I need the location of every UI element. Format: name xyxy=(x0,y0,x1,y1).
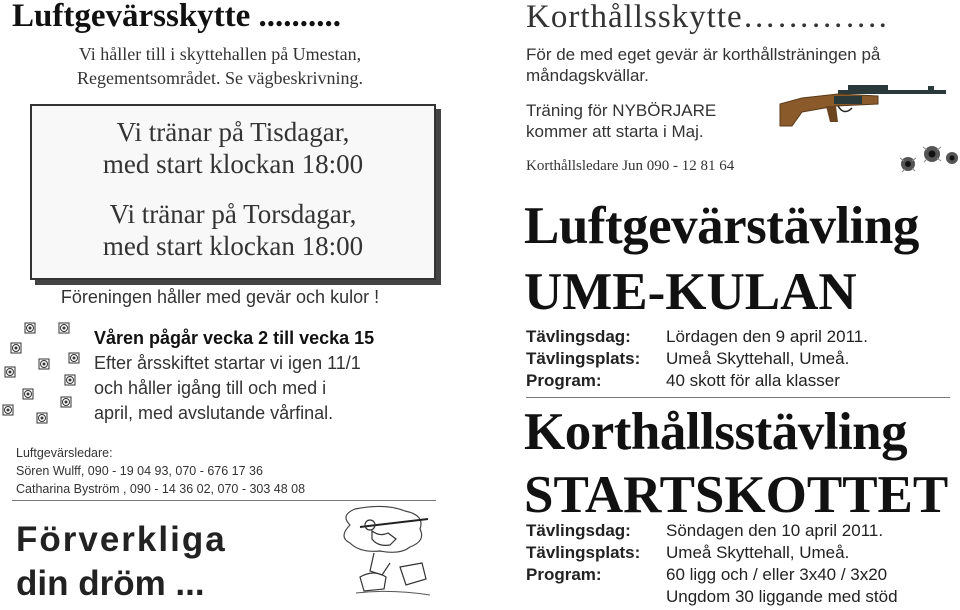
leader-2: Catharina Byström , 090 - 14 36 02, 070 - 303 48 08 xyxy=(16,482,306,496)
air-rifle-target-icon xyxy=(64,374,76,386)
schedule-thursday: Vi tränar på Torsdagar, med start klockan 18:00 xyxy=(102,199,364,261)
competition-2-name: STARTSKOTTET xyxy=(524,466,949,524)
air-rifle-target-icon xyxy=(10,342,22,354)
air-rifle-target-icon xyxy=(24,322,36,334)
divider xyxy=(12,500,436,501)
air-rifle-target-icon xyxy=(68,352,80,364)
competition-1-title: Luftgevärstävling xyxy=(524,197,919,255)
equipment-note: Föreningen håller med gevär och kulor ! xyxy=(60,287,380,307)
slogan-line-1: Förverkliga xyxy=(16,520,227,559)
air-rifle-target-icon xyxy=(36,412,48,424)
season-line-1: Våren pågår vecka 2 till vecka 15 xyxy=(94,328,375,348)
short-range-intro: För de med eget gevär är korthållsträningen på måndagskvällar. xyxy=(526,45,881,85)
competition-1-name: UME-KULAN xyxy=(524,263,857,321)
air-rifle-title: Luftgevärsskytte .......... xyxy=(12,0,342,34)
short-range-leader: Korthållsledare Jun 090 - 12 81 64 xyxy=(526,158,735,174)
air-rifle-leaders xyxy=(16,444,305,498)
season-info xyxy=(94,326,434,426)
venue-line-2: Regementsområdet. Se vägbeskrivning. xyxy=(77,68,363,88)
divider xyxy=(526,397,950,398)
leaders-heading: Luftgevärsledare: xyxy=(16,446,113,460)
air-rifle-target-icon xyxy=(22,388,34,400)
season-line-3: och håller igång till och med i xyxy=(94,378,327,398)
slogan-line-2: din dröm ... xyxy=(16,564,205,603)
slogan xyxy=(16,518,227,606)
schedule-tuesday: Vi tränar på Tisdagar, med start klockan 18:00 xyxy=(102,117,364,179)
air-rifle-target-icon xyxy=(60,396,72,408)
air-rifle-target-icon xyxy=(38,358,50,370)
competition-2-title: Korthållsstävling xyxy=(524,403,908,461)
venue-text xyxy=(0,42,440,90)
season-line-2: Efter årsskiftet startar vi igen 11/1 xyxy=(94,353,361,373)
air-rifle-target-icon xyxy=(4,366,16,378)
season-line-4: april, med avslutande vårfinal. xyxy=(94,403,334,423)
beginners-note: Träning för NYBÖRJARE kommer att starta i Maj. xyxy=(526,101,717,141)
training-schedule-box xyxy=(30,104,436,280)
air-rifle-target-icon xyxy=(2,404,14,416)
short-range-title: Korthållsskytte…………. xyxy=(526,0,888,35)
venue-line-1: Vi håller till i skyttehallen på Umestan, xyxy=(78,44,362,64)
shooter-drawing xyxy=(330,505,440,605)
leader-1: Sören Wulff, 090 - 19 04 93, 070 - 676 17 36 xyxy=(16,464,263,478)
bullet-holes-icon xyxy=(896,142,960,178)
rifle-icon xyxy=(778,82,948,134)
air-rifle-target-icon xyxy=(58,322,70,334)
